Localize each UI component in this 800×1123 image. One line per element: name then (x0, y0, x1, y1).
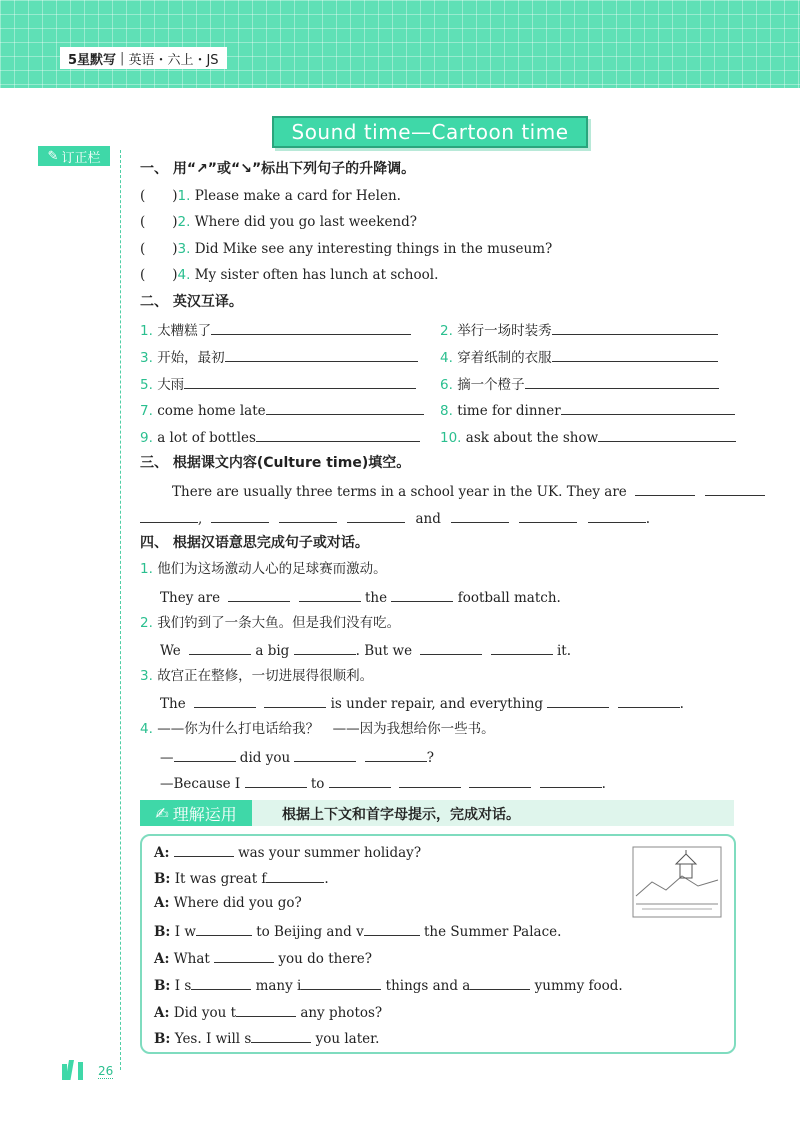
s2-item-4 (440, 347, 718, 367)
apply-tag (140, 800, 252, 826)
s4-q4-en-1 (160, 747, 434, 767)
answer-blank[interactable] (451, 508, 509, 523)
answer-blank[interactable] (420, 640, 482, 655)
answer-blank[interactable] (301, 975, 381, 990)
chinese-prompt: ——你为什么打电话给我？ ——因为我想给你一些书。 (157, 721, 495, 737)
answer-blank[interactable] (470, 975, 530, 990)
s4-q1-en (160, 587, 561, 607)
line-text: Yes. I will s (174, 1031, 252, 1047)
answer-paren: ( ) (140, 267, 178, 283)
sentence-part: . (601, 776, 606, 792)
conjunction: and (415, 511, 441, 527)
item-number: 1. (140, 561, 153, 577)
margin-divider (120, 150, 121, 1070)
prompt-text: 摘一个橙子 (457, 377, 525, 393)
s4-q4-en-2 (160, 773, 606, 793)
answer-blank[interactable] (191, 975, 251, 990)
sentence-part: football match. (457, 590, 561, 606)
item-number: 4. (140, 721, 153, 737)
item-number: 7. (140, 403, 153, 419)
dialogue-line-3 (154, 895, 302, 911)
answer-blank[interactable] (189, 640, 251, 655)
answer-blank[interactable] (391, 587, 453, 602)
page-number: 26 (98, 1064, 114, 1078)
line-text: . (324, 871, 329, 887)
answer-blank[interactable] (214, 948, 274, 963)
sentence-part: ? (426, 750, 434, 766)
answer-blank[interactable] (525, 374, 719, 389)
item-number: 9. (140, 430, 153, 446)
answer-blank[interactable] (266, 400, 424, 415)
s4-q3-en (160, 693, 684, 713)
answer-blank[interactable] (598, 427, 736, 442)
correction-column-tab (38, 146, 110, 166)
apply-tag-label: 理解运用 (172, 804, 237, 824)
answer-blank[interactable] (547, 693, 609, 708)
apply-instruction: 根据上下文和首字母提示，完成对话。 (282, 807, 520, 823)
section2-heading: 二、 英汉互译。 (140, 294, 243, 310)
prompt-text: 大雨 (157, 377, 185, 393)
answer-paren: ( ) (140, 241, 178, 257)
answer-blank[interactable] (364, 921, 420, 936)
answer-blank[interactable] (519, 508, 577, 523)
answer-blank[interactable] (491, 640, 553, 655)
section4-heading: 四、 根据汉语意思完成句子或对话。 (140, 535, 369, 551)
s1-item-1 (140, 187, 401, 205)
answer-blank[interactable] (540, 773, 602, 788)
s3-line-1 (172, 481, 765, 501)
answer-blank[interactable] (552, 320, 718, 335)
answer-blank[interactable] (618, 693, 680, 708)
line-text: What (173, 951, 210, 967)
answer-blank[interactable] (347, 508, 405, 523)
page-header (0, 0, 800, 88)
dialogue-box (140, 834, 736, 1054)
sentence-part: it. (556, 643, 572, 659)
s4-q4-cn (140, 720, 495, 738)
period: . (645, 511, 651, 527)
chinese-prompt: 故宫正在整修，一切进展得很顺利。 (157, 668, 374, 684)
answer-blank[interactable] (174, 747, 236, 762)
dialogue-line-7 (154, 1002, 382, 1021)
s2-item-10 (440, 427, 736, 447)
sentence-part: —Because I (160, 776, 241, 792)
dialogue-line-2 (154, 868, 329, 887)
prompt-text: time for dinner (457, 403, 561, 419)
answer-blank[interactable] (256, 427, 420, 442)
item-number: 6. (440, 377, 453, 393)
section3-heading: 三、 根据课文内容(Culture time)填空。 (140, 455, 411, 471)
speaker: A: (154, 951, 170, 967)
sentence-text: My sister often has lunch at school. (194, 267, 439, 283)
speaker: A: (154, 1005, 170, 1021)
answer-blank[interactable] (294, 747, 356, 762)
sentence-part: — (160, 750, 174, 766)
sentence-part: did you (239, 750, 291, 766)
answer-blank[interactable] (184, 374, 416, 389)
speaker: B: (154, 978, 171, 994)
s4-q2-en (160, 640, 571, 660)
item-number: 3. (140, 350, 153, 366)
apply-section-bar (140, 800, 734, 826)
s4-q2-cn (140, 614, 400, 632)
answer-blank[interactable] (251, 1028, 311, 1043)
sentence-part: the (365, 590, 388, 606)
speaker: B: (154, 1031, 171, 1047)
sentence-part: . (679, 696, 684, 712)
summer-palace-illustration (632, 846, 722, 918)
dialogue-line-8 (154, 1028, 379, 1047)
answer-blank[interactable] (228, 587, 290, 602)
speaker: B: (154, 871, 171, 887)
s1-item-3 (140, 240, 552, 258)
s2-item-1 (140, 320, 411, 340)
s1-item-4 (140, 266, 438, 284)
sentence-part: to (310, 776, 325, 792)
answer-blank[interactable] (705, 481, 765, 496)
answer-blank[interactable] (196, 921, 252, 936)
sentence-part: We (160, 643, 181, 659)
item-number: 3. (177, 241, 191, 257)
line-text: It was great f (174, 871, 267, 887)
prompt-text: 穿着纸制的衣服 (457, 350, 552, 366)
page-title: Sound time—Cartoon time (272, 116, 588, 148)
header-separator: | (120, 50, 125, 66)
sentence-part: is under repair, and everything (330, 696, 544, 712)
line-text: any photos? (300, 1005, 383, 1021)
sentence-text: Where did you go last weekend? (194, 214, 418, 230)
line-text: things and a (385, 978, 471, 994)
item-number: 1. (177, 188, 191, 204)
s2-item-6 (440, 374, 719, 394)
answer-paren: ( ) (140, 214, 178, 230)
answer-blank[interactable] (194, 693, 256, 708)
item-number: 4. (177, 267, 191, 283)
line-text: many i (255, 978, 302, 994)
answer-blank[interactable] (329, 773, 391, 788)
item-number: 8. (440, 403, 453, 419)
speaker: A: (154, 895, 170, 911)
line-text: I w (174, 924, 196, 940)
line-text: you do there? (278, 951, 372, 967)
sentence-part: . But we (355, 643, 413, 659)
answer-blank[interactable] (211, 320, 411, 335)
answer-blank[interactable] (264, 693, 326, 708)
s2-item-8 (440, 400, 735, 420)
answer-blank[interactable] (211, 508, 269, 523)
s4-q1-cn (140, 560, 387, 578)
answer-blank[interactable] (561, 400, 735, 415)
comma: , (198, 511, 203, 527)
sentence-part: The (160, 696, 186, 712)
line-text: Did you t (173, 1005, 237, 1021)
answer-blank[interactable] (399, 773, 461, 788)
line-text: you later. (315, 1031, 380, 1047)
s2-item-2 (440, 320, 718, 340)
sentence-text: Please make a card for Helen. (194, 188, 401, 204)
sentence-part: a big (255, 643, 290, 659)
sentence-text: Did Mike see any interesting things in the museum? (194, 241, 553, 257)
chinese-prompt: 他们为这场激动人心的足球赛而激动。 (157, 561, 387, 577)
answer-blank[interactable] (225, 347, 418, 362)
answer-blank[interactable] (635, 481, 695, 496)
s2-item-3 (140, 347, 418, 367)
prompt-text: a lot of bottles (157, 430, 256, 446)
line-text: the Summer Palace. (424, 924, 562, 940)
answer-blank[interactable] (299, 587, 361, 602)
brand-label: 5星默写 (68, 52, 117, 68)
s4-q3-cn (140, 667, 373, 685)
s1-item-2 (140, 213, 417, 231)
answer-blank[interactable] (365, 747, 427, 762)
header-tag (60, 47, 227, 69)
s3-line-2 (140, 508, 650, 528)
item-number: 2. (140, 615, 153, 631)
s2-item-7 (140, 400, 424, 420)
answer-blank[interactable] (245, 773, 307, 788)
item-number: 4. (440, 350, 453, 366)
correction-column-label: 订正栏 (61, 150, 101, 166)
item-number: 3. (140, 668, 153, 684)
answer-blank[interactable] (174, 842, 234, 857)
item-number: 1. (140, 323, 153, 339)
item-number: 5. (140, 377, 153, 393)
answer-blank[interactable] (552, 347, 718, 362)
dialogue-line-1 (154, 842, 421, 861)
answer-blank[interactable] (266, 868, 324, 883)
section1-heading: 一、 用“↗”或“↘”标出下列句子的升降调。 (140, 161, 416, 177)
line-text: yummy food. (534, 978, 623, 994)
dialogue-line-4 (154, 921, 561, 940)
item-number: 2. (177, 214, 191, 230)
answer-paren: ( ) (140, 188, 178, 204)
answer-blank[interactable] (236, 1002, 296, 1017)
answer-blank[interactable] (588, 508, 646, 523)
prompt-text: 太糟糕了 (157, 323, 212, 339)
prompt-text: 开始，最初 (157, 350, 225, 366)
speaker: A: (154, 845, 170, 861)
chinese-prompt: 我们钓到了一条大鱼。但是我们没有吃。 (157, 615, 401, 631)
speaker: B: (154, 924, 171, 940)
books-logo-icon (62, 1060, 92, 1080)
dialogue-line-5 (154, 948, 372, 967)
s2-item-5 (140, 374, 416, 394)
line-text: I s (174, 978, 192, 994)
prompt-text: ask about the show (465, 430, 599, 446)
answer-blank[interactable] (469, 773, 531, 788)
passage-text: There are usually three terms in a school year in the UK. They are (172, 484, 627, 500)
answer-blank[interactable] (294, 640, 356, 655)
dialogue-line-6 (154, 975, 623, 994)
answer-blank[interactable] (140, 508, 198, 523)
item-number: 2. (440, 323, 453, 339)
header-subtitle: 英语・六上・JS (128, 52, 219, 68)
notebook-icon: ✍ (155, 803, 169, 823)
line-text: was your summer holiday? (238, 845, 422, 861)
pencil-icon: ✎ (47, 148, 59, 164)
prompt-text: 举行一场时装秀 (457, 323, 552, 339)
item-number: 10. (440, 430, 462, 446)
prompt-text: come home late (157, 403, 266, 419)
s2-item-9 (140, 427, 420, 447)
line-text: Where did you go? (173, 895, 302, 911)
line-text: to Beijing and v (256, 924, 364, 940)
sentence-part: They are (160, 590, 221, 606)
answer-blank[interactable] (279, 508, 337, 523)
